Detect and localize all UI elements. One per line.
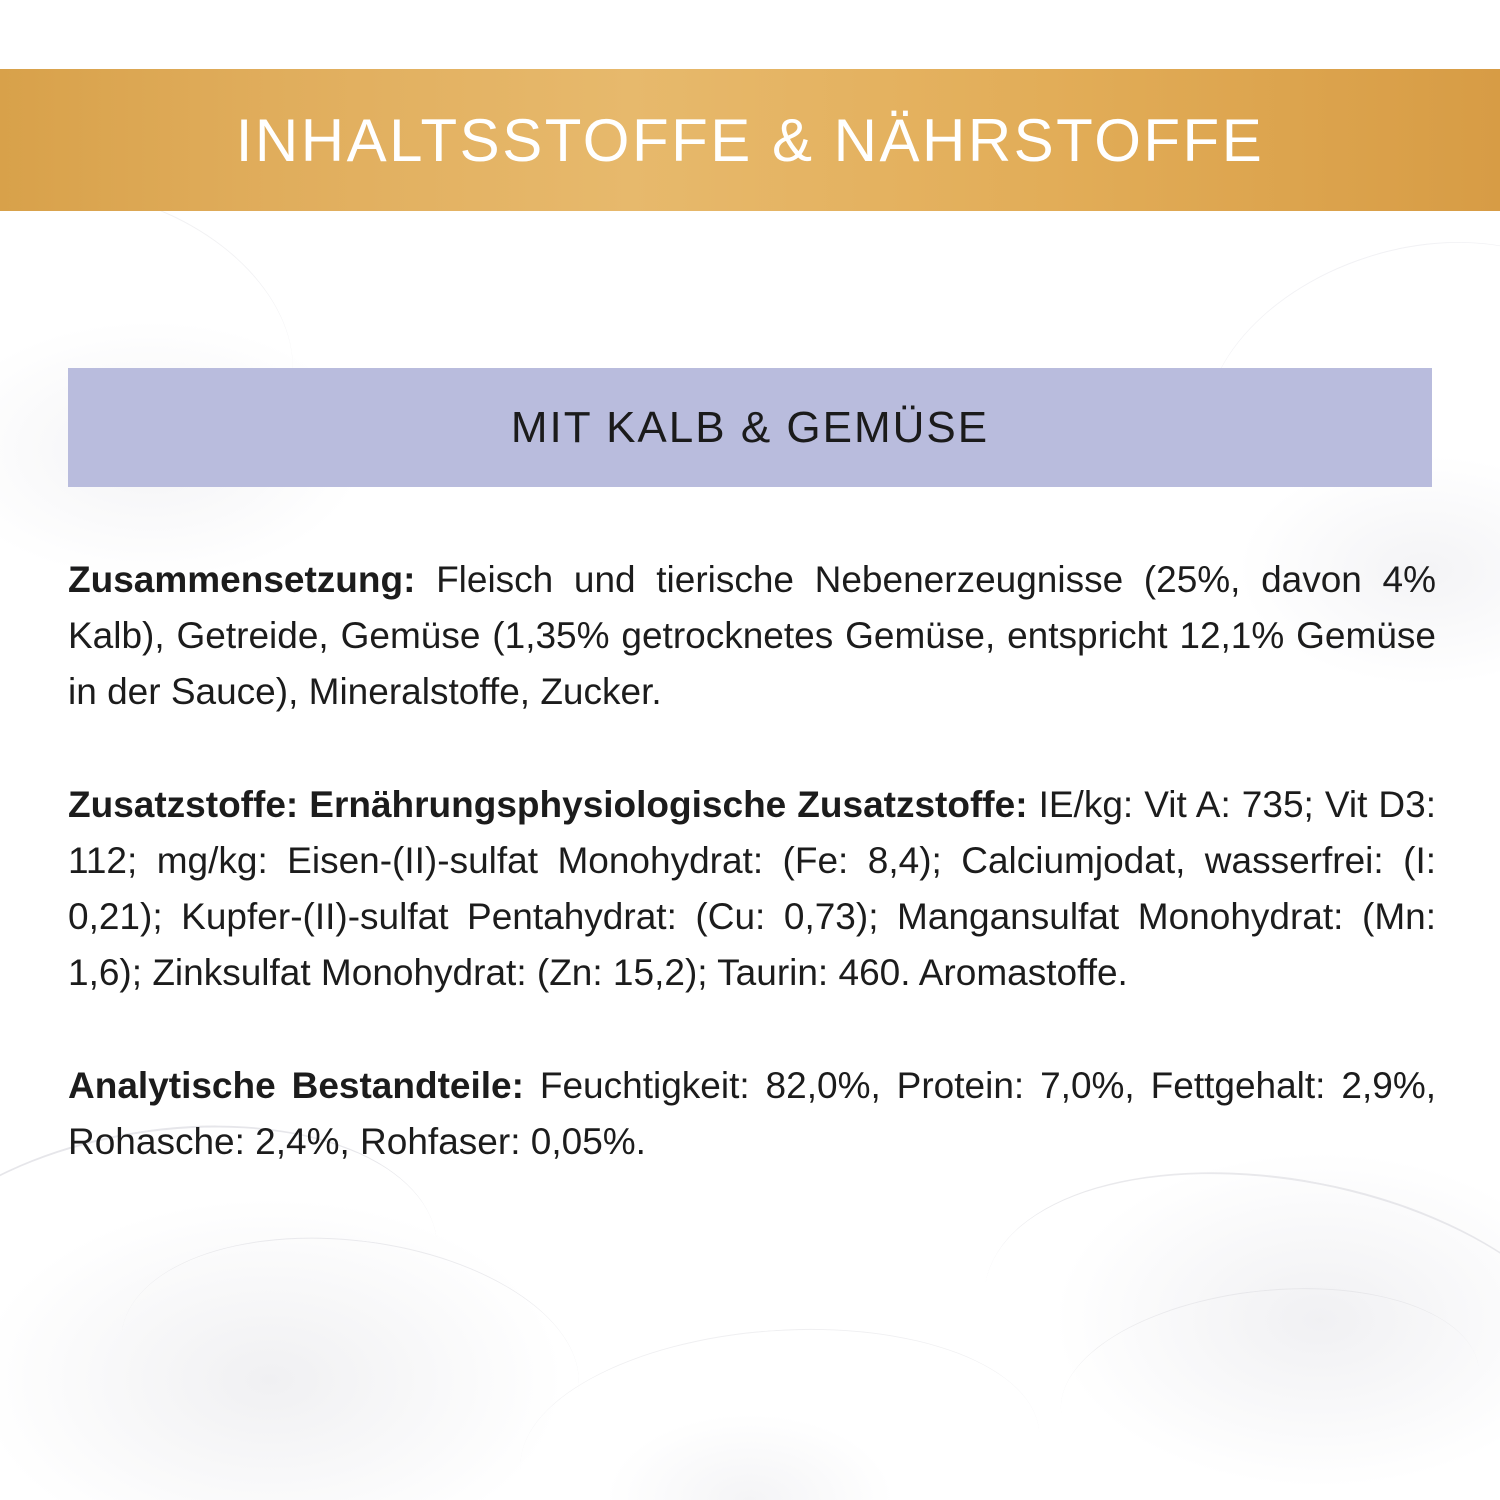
analytical-paragraph (68, 1058, 1436, 1170)
header-banner (0, 69, 1500, 211)
analytical-label: Analytische Bestandteile: (68, 1064, 524, 1106)
composition-text: Fleisch und tierische Nebenerzeugnisse (25%, davon 4% Kalb), Getreide, Gemüse (1,35% getrocknetes Gemüse, entspricht 12,1% Gemüse in der Sauce), Mineralstoffe, Zucker. (68, 559, 1436, 713)
additives-text: IE/kg: Vit A: 735; Vit D3: 112; mg/kg: Eisen-(II)-sulfat Monohydrat: (Fe: 8,4); Calciumjodat, wasserfrei: (I: 0,21); Kupfer-(II)-sulfat Pentahydrat: (Cu: 0,73); Mangansulfat Monohydrat: (Mn: 1,6); Zinksulfat Monohydrat: (Zn: 15,2); Taurin: 460. Aromastoffe. (68, 783, 1436, 994)
composition-label: Zusammensetzung: (68, 559, 416, 600)
marble-vein (955, 1124, 1500, 1500)
marble-vein (512, 1312, 1048, 1500)
additives-label: Zusatzstoffe: Ernährungsphysiologische Zusatzstoffe: (68, 783, 1028, 825)
variant-band (68, 368, 1432, 487)
additives-paragraph (68, 777, 1436, 1002)
analytical-text: Feuchtigkeit: 82,0%, Protein: 7,0%, Fettgehalt: 2,9%, Rohasche: 2,4%, Rohfaser: 0,05%. (68, 1064, 1436, 1162)
composition-paragraph (68, 552, 1436, 721)
marble-vein (1051, 1269, 1490, 1500)
variant-title: MIT KALB & GEMÜSE (510, 402, 990, 452)
ingredients-content (68, 552, 1436, 1170)
marble-vein (107, 1213, 593, 1500)
page-title: INHALTSSTOFFE & NÄHRSTOFFE (235, 106, 1265, 174)
